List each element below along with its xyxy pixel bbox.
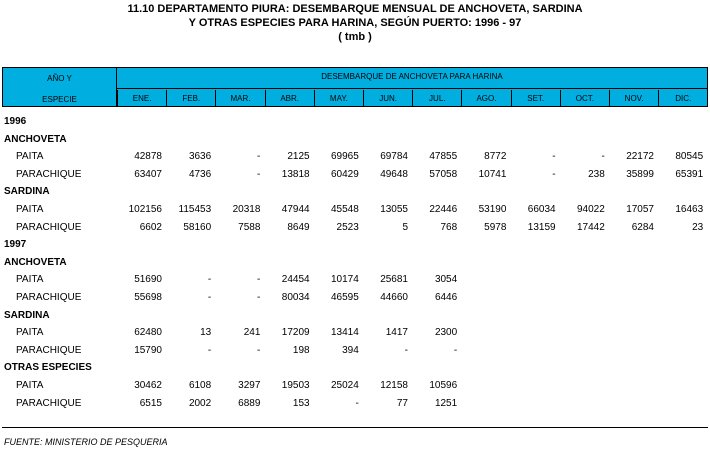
cell-jun: 5 [402, 221, 408, 233]
cell-ago: 10741 [478, 168, 507, 180]
cell-feb: - [207, 344, 212, 356]
row-label: PAITA [16, 151, 44, 163]
header-divider [117, 88, 707, 89]
cell-may: 10174 [330, 274, 359, 286]
cell-may: 13414 [330, 327, 359, 339]
cell-ene: 6515 [139, 397, 162, 409]
cell-abr: 47944 [281, 204, 310, 215]
cell-abr: 13818 [281, 168, 310, 180]
cell-abr: 80034 [281, 292, 310, 303]
cell-oct: 238 [588, 168, 605, 180]
cell-nov: 17057 [626, 204, 654, 215]
cell-ene: 62480 [134, 327, 162, 339]
cell-jul: 1251 [434, 397, 458, 409]
cell-mar: - [257, 274, 261, 286]
cell-ago: 8772 [484, 151, 507, 163]
cell-mar: - [257, 168, 261, 180]
header-month-11: NOV. [609, 90, 658, 106]
cell-jun: 1417 [385, 327, 408, 339]
cell-jul: - [453, 344, 458, 356]
table-row [0, 378, 710, 394]
cell-mar: - [257, 344, 261, 356]
row-label: PAITA [16, 380, 44, 391]
cell-mar: 20318 [232, 204, 261, 215]
cell-ene: 51690 [134, 274, 162, 286]
header-month-6: JUN. [363, 90, 412, 106]
cell-mar: - [257, 292, 261, 303]
cell-may: - [355, 397, 359, 409]
cell-ene: 55698 [134, 292, 162, 303]
section-row [0, 255, 710, 271]
cell-dic: 16463 [675, 204, 704, 215]
section-row [0, 360, 710, 376]
cell-feb: - [207, 274, 212, 286]
row-label: PARACHIQUE [16, 168, 82, 180]
header-month-5: MAY. [314, 90, 363, 106]
cell-ene: 63407 [134, 168, 162, 180]
cell-jun: 25681 [380, 274, 408, 286]
header-month-3: MAR. [215, 90, 264, 106]
cell-feb: 2002 [188, 397, 212, 409]
row-label: PARACHIQUE [16, 397, 82, 409]
cell-abr: 198 [292, 344, 310, 356]
cell-may: 394 [342, 344, 359, 356]
cell-ene: 6602 [139, 221, 162, 233]
cell-set: - [552, 151, 556, 163]
cell-jun: - [404, 344, 408, 356]
table-row [0, 220, 710, 236]
cell-feb: 4736 [188, 168, 212, 180]
section-label: ANCHOVETA [4, 256, 67, 268]
header-group-label: DESEMBARQUE DE ANCHOVETA PARA HARINA [321, 72, 503, 81]
cell-mar: 3297 [238, 380, 261, 391]
section-row [0, 114, 710, 130]
header-species-column [3, 68, 117, 106]
cell-oct: 17442 [576, 221, 605, 233]
header-species-label: ESPECIE [42, 95, 77, 104]
cell-mar: 6889 [238, 397, 261, 409]
header-month-4: ABR. [265, 90, 314, 106]
cell-abr: 24454 [281, 274, 310, 286]
cell-abr: 8649 [287, 221, 310, 233]
cell-jun: 12158 [380, 380, 408, 391]
cell-feb: 58160 [183, 221, 212, 233]
cell-nov: 6284 [631, 221, 654, 233]
cell-feb: - [207, 292, 212, 303]
cell-oct: 94022 [576, 204, 605, 215]
cell-jun: 44660 [380, 292, 408, 303]
section-label: OTRAS ESPECIES [4, 362, 92, 374]
header-month-2: FEB. [166, 90, 215, 106]
cell-may: 46595 [330, 292, 359, 303]
cell-oct: - [601, 151, 605, 163]
table-row [0, 149, 710, 165]
table-row [0, 343, 710, 359]
table-row [0, 167, 710, 183]
header-month-10: OCT. [560, 90, 609, 106]
header-month-8: AGO. [461, 90, 510, 106]
cell-may: 60429 [330, 168, 359, 180]
cell-jul: 10596 [429, 380, 458, 391]
cell-ene: 42878 [134, 151, 162, 163]
table-row [0, 272, 710, 288]
cell-dic: 80545 [675, 151, 704, 163]
cell-mar: 7588 [238, 221, 261, 233]
cell-jun: 77 [396, 397, 408, 409]
section-label: 1997 [4, 239, 27, 251]
header-month-9: SET. [511, 90, 560, 106]
section-row [0, 308, 710, 324]
cell-jul: 22446 [429, 204, 458, 215]
row-label: PAITA [16, 327, 44, 339]
cell-nov: 35899 [626, 168, 654, 180]
cell-jul: 6446 [434, 292, 458, 303]
cell-may: 69965 [330, 151, 359, 163]
cell-jun: 69784 [380, 151, 408, 163]
cell-jul: 3054 [434, 274, 458, 286]
cell-jun: 13055 [380, 204, 408, 215]
row-label: PAITA [16, 274, 44, 286]
cell-ago: 53190 [478, 204, 507, 215]
cell-feb: 13 [200, 327, 212, 339]
section-label: 1996 [4, 116, 27, 127]
cell-set: - [552, 168, 556, 180]
cell-feb: 115453 [178, 204, 212, 215]
row-label: PARACHIQUE [16, 221, 82, 233]
cell-jun: 49648 [380, 168, 408, 180]
section-label: SARDINA [4, 186, 50, 198]
cell-jul: 47855 [429, 151, 458, 163]
cell-abr: 2125 [287, 151, 310, 163]
section-label: ANCHOVETA [4, 133, 67, 145]
cell-abr: 19503 [281, 380, 310, 391]
header-month-7: JUL. [412, 90, 461, 106]
section-row [0, 132, 710, 148]
cell-may: 25024 [330, 380, 359, 391]
section-row [0, 184, 710, 200]
cell-ene: 102156 [128, 204, 162, 215]
cell-abr: 153 [292, 397, 310, 409]
section-label: SARDINA [4, 309, 50, 321]
cell-dic: 65391 [675, 168, 704, 180]
footer-divider [2, 427, 708, 428]
cell-may: 45548 [330, 204, 359, 215]
cell-dic: 23 [692, 221, 704, 233]
cell-abr: 17209 [281, 327, 310, 339]
header-month-1: ENE. [117, 90, 166, 106]
cell-jul: 768 [440, 221, 458, 233]
header-year-label: AÑO Y [47, 74, 72, 83]
section-row [0, 237, 710, 253]
cell-feb: 6108 [188, 380, 212, 391]
cell-mar: - [257, 151, 261, 163]
row-label: PAITA [16, 204, 44, 215]
cell-mar: 241 [243, 327, 261, 339]
cell-set: 13159 [527, 221, 556, 233]
cell-ene: 30462 [134, 380, 162, 391]
table-title-line-2: Y OTRAS ESPECIES PARA HARINA, SEGÚN PUERTO: 1996 - 97 [188, 17, 522, 29]
table-header [2, 67, 708, 107]
cell-nov: 22172 [626, 151, 654, 163]
cell-feb: 3636 [188, 151, 212, 163]
cell-jul: 2300 [434, 327, 458, 339]
table-units: ( tmb ) [338, 31, 372, 43]
header-month-12: DIC. [658, 90, 707, 106]
table-row [0, 396, 710, 412]
cell-ene: 15790 [134, 344, 162, 356]
cell-ago: 5978 [484, 221, 507, 233]
cell-may: 2523 [336, 221, 359, 233]
source-note: FUENTE: MINISTERIO DE PESQUERIA [4, 437, 168, 447]
table-row [0, 325, 710, 341]
cell-set: 66034 [527, 204, 556, 215]
table-row [0, 290, 710, 306]
row-label: PARACHIQUE [16, 292, 82, 303]
cell-jul: 57058 [429, 168, 458, 180]
table-title-line-1: 11.10 DEPARTAMENTO PIURA: DESEMBARQUE MENSUAL DE ANCHOVETA, SARDINA [127, 3, 583, 15]
table-row [0, 202, 710, 218]
row-label: PARACHIQUE [16, 344, 82, 356]
